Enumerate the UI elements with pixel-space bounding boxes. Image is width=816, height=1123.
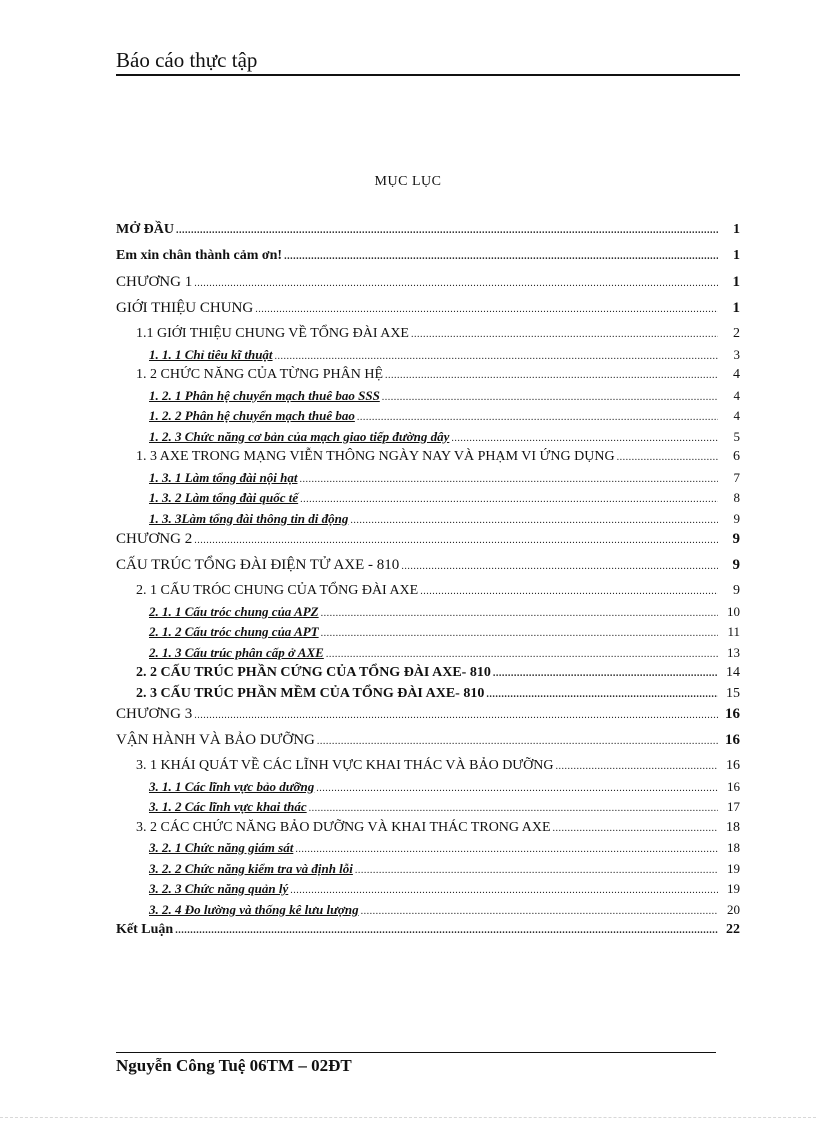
toc-entry-label: 1. 1. 1 Chỉ tiêu kĩ thuật — [149, 346, 273, 362]
toc-leader-dots — [284, 251, 718, 262]
table-of-contents — [116, 222, 740, 948]
toc-entry-label: 1. 3. 3Làm tổng đài thông tin di động — [149, 510, 349, 526]
toc-entry-page-number: 1 — [733, 222, 740, 237]
toc-leader-dots — [361, 906, 718, 917]
footer-divider — [116, 1052, 716, 1053]
toc-entry-page-number: 20 — [727, 901, 740, 917]
toc-entry[interactable] — [116, 922, 740, 948]
toc-leader-dots — [401, 561, 718, 572]
toc-leader-dots — [553, 823, 718, 834]
toc-leader-dots — [194, 535, 718, 546]
toc-leader-dots — [385, 370, 718, 381]
toc-entry-page-number: 19 — [727, 860, 740, 876]
toc-entry-label: 2. 1. 2 Cấu tróc chung của APT — [149, 624, 319, 639]
toc-entry[interactable] — [116, 274, 740, 300]
toc-entry-page-number: 8 — [733, 490, 740, 505]
toc-entry[interactable] — [116, 645, 740, 666]
toc-entry-page-number: 10 — [727, 603, 740, 619]
toc-entry-label: 1. 3. 2 Làm tổng đài quốc tế — [149, 490, 299, 505]
toc-leader-dots — [411, 329, 718, 340]
toc-leader-dots — [299, 474, 718, 485]
toc-entry[interactable] — [116, 706, 740, 732]
toc-entry-label: 3. 1. 2 Các lĩnh vực khai thác — [149, 799, 307, 814]
toc-entry-label: 3. 2. 1 Chức năng giám sát — [149, 840, 294, 855]
toc-leader-dots — [326, 649, 718, 660]
toc-entry-page-number: 9 — [733, 583, 740, 598]
toc-leader-dots — [317, 736, 718, 747]
toc-entry-page-number: 4 — [733, 387, 740, 403]
toc-entry-label: 2. 3 CẤU TRÚC PHẦN MỀM CỦA TỔNG ĐÀI AXE- 810 — [136, 685, 485, 701]
toc-entry[interactable] — [116, 408, 740, 429]
toc-entry[interactable] — [116, 624, 740, 645]
toc-leader-dots — [357, 412, 718, 423]
toc-entry-page-number: 6 — [733, 449, 740, 464]
toc-entry[interactable] — [116, 820, 740, 841]
toc-leader-dots — [275, 351, 718, 362]
toc-entry-page-number: 15 — [726, 685, 740, 701]
toc-leader-dots — [194, 278, 718, 289]
toc-entry-label: Kết Luận — [116, 922, 174, 937]
toc-entry[interactable] — [116, 429, 740, 450]
toc-entry-page-number: 9 — [733, 510, 740, 526]
toc-entry[interactable] — [116, 758, 740, 779]
toc-entry[interactable] — [116, 367, 740, 388]
toc-leader-dots — [309, 803, 718, 814]
toc-entry-page-number: 16 — [725, 706, 740, 722]
toc-entry-label: 3. 2 CÁC CHỨC NĂNG BẢO DƯỠNG VÀ KHAI THÁC TRONG AXE — [136, 819, 551, 835]
toc-entry-page-number: 5 — [733, 428, 740, 444]
header-divider — [116, 74, 740, 76]
toc-entry-label: 1. 3 AXE TRONG MẠNG VIỄN THÔNG NGÀY NAY VÀ PHẠM VI ỨNG DỤNG — [136, 449, 615, 464]
toc-entry-page-number: 1 — [732, 274, 740, 290]
toc-entry-label: 3. 1. 1 Các lĩnh vực bảo dưỡng — [149, 778, 315, 794]
toc-entry[interactable] — [116, 779, 740, 800]
toc-entry-page-number: 3 — [733, 346, 740, 362]
toc-entry-label: 3. 2. 4 Đo lường và thống kê lưu lượng — [149, 901, 359, 917]
toc-leader-dots — [255, 304, 718, 315]
toc-entry[interactable] — [116, 388, 740, 409]
toc-leader-dots — [350, 515, 718, 526]
toc-entry-label: 2. 2 CẤU TRÚC PHẦN CỨNG CỦA TỔNG ĐÀI AXE- 810 — [136, 665, 491, 680]
toc-leader-dots — [556, 761, 719, 772]
toc-entry-page-number: 22 — [726, 922, 740, 937]
toc-entry-page-number: 1 — [732, 300, 740, 316]
toc-entry-page-number: 18 — [727, 840, 740, 855]
toc-leader-dots — [382, 392, 718, 403]
toc-entry-label: 3. 1 KHÁI QUÁT VỀ CÁC LĨNH VỰC KHAI THÁC VÀ BẢO DƯỠNG — [136, 758, 554, 773]
toc-entry-page-number: 11 — [727, 624, 740, 639]
toc-entry[interactable] — [116, 583, 740, 604]
toc-entry-label: 2. 1 CẤU TRÓC CHUNG CỦA TỔNG ĐÀI AXE — [136, 583, 419, 598]
toc-entry-label: 1. 2. 3 Chức năng cơ bản của mạch giao tiếp đường dây — [149, 428, 450, 444]
toc-entry[interactable] — [116, 300, 740, 326]
toc-entry-label: VẬN HÀNH VÀ BẢO DƯỠNG — [116, 732, 315, 748]
toc-entry[interactable] — [116, 881, 740, 902]
toc-entry-page-number: 18 — [726, 819, 740, 835]
toc-entry-page-number: 13 — [727, 644, 740, 660]
toc-leader-dots — [617, 452, 718, 463]
toc-leader-dots — [295, 844, 718, 855]
toc-entry[interactable] — [116, 449, 740, 470]
toc-leader-dots — [290, 885, 718, 896]
toc-entry-label: 1. 2. 1 Phân hệ chuyển mạch thuê bao SSS — [149, 387, 380, 403]
toc-entry[interactable] — [116, 490, 740, 511]
toc-entry-page-number: 14 — [726, 665, 740, 680]
page-header-title: Báo cáo thực tập — [116, 48, 258, 72]
toc-leader-dots — [321, 608, 718, 619]
toc-entry[interactable] — [116, 557, 740, 583]
toc-entry[interactable] — [116, 686, 740, 707]
toc-leader-dots — [176, 225, 718, 236]
toc-entry-page-number: 16 — [727, 778, 740, 794]
toc-entry-page-number: 2 — [733, 326, 740, 341]
toc-entry[interactable] — [116, 470, 740, 491]
toc-entry-page-number: 1 — [733, 248, 740, 263]
footer-author: Nguyễn Công Tuệ 06TM – 02ĐT — [116, 1056, 352, 1075]
toc-entry-label: CHƯƠNG 3 — [116, 706, 193, 722]
toc-entry[interactable] — [116, 665, 740, 686]
toc-entry-label: 1. 3. 1 Làm tổng đài nội hạt — [149, 469, 298, 485]
toc-entry-label: CẤU TRÚC TỔNG ĐÀI ĐIỆN TỬ AXE - 810 — [116, 557, 400, 573]
toc-leader-dots — [321, 628, 718, 639]
toc-entry-page-number: 4 — [733, 408, 740, 423]
toc-entry-label: 3. 2. 2 Chức năng kiểm tra và định lỗi — [149, 860, 353, 876]
toc-entry-label: GIỚI THIỆU CHUNG — [116, 300, 254, 316]
toc-leader-dots — [355, 865, 718, 876]
toc-entry[interactable] — [116, 222, 740, 248]
toc-entry[interactable] — [116, 511, 740, 532]
toc-entry-page-number: 9 — [732, 557, 740, 573]
toc-title: MỤC LỤC — [374, 174, 442, 189]
toc-entry-label: 2. 1. 1 Cấu tróc chung của APZ — [149, 603, 319, 619]
toc-entry-label: 1. 2. 2 Phân hệ chuyển mạch thuê bao — [149, 408, 355, 423]
toc-leader-dots — [175, 925, 718, 936]
toc-entry-page-number: 16 — [725, 732, 740, 748]
toc-entry-page-number: 7 — [733, 469, 740, 485]
toc-leader-dots — [451, 433, 718, 444]
toc-entry-page-number: 16 — [726, 758, 740, 773]
toc-entry-label: 1.1 GIỚI THIỆU CHUNG VỀ TỔNG ĐÀI AXE — [136, 326, 409, 341]
toc-entry[interactable] — [116, 799, 740, 820]
toc-entry-page-number: 19 — [727, 881, 740, 896]
toc-entry[interactable] — [116, 840, 740, 861]
toc-entry[interactable] — [116, 248, 740, 274]
toc-entry-label: CHƯƠNG 2 — [116, 531, 193, 547]
toc-entry[interactable] — [116, 604, 740, 625]
toc-entry[interactable] — [116, 347, 740, 368]
toc-entry[interactable] — [116, 326, 740, 347]
toc-leader-dots — [486, 689, 718, 700]
page-bottom-edge — [0, 1117, 816, 1118]
toc-entry[interactable] — [116, 902, 740, 923]
toc-entry-page-number: 17 — [727, 799, 740, 814]
toc-entry-label: MỞ ĐẦU — [116, 222, 174, 237]
toc-leader-dots — [493, 668, 718, 679]
toc-leader-dots — [300, 494, 718, 505]
toc-entry-label: Em xin chân thành cảm ơn! — [116, 248, 283, 263]
toc-entry-label: 1. 2 CHỨC NĂNG CỦA TỪNG PHÂN HỆ — [136, 367, 384, 382]
toc-entry-label: CHƯƠNG 1 — [116, 274, 193, 290]
toc-leader-dots — [194, 710, 718, 721]
toc-entry-label: 2. 1. 3 Cấu trúc phân cấp ở AXE — [149, 644, 324, 660]
toc-entry-page-number: 4 — [733, 367, 740, 382]
toc-leader-dots — [420, 586, 718, 597]
toc-entry[interactable] — [116, 531, 740, 557]
toc-leader-dots — [316, 783, 718, 794]
toc-entry-page-number: 9 — [732, 531, 740, 547]
toc-entry[interactable] — [116, 732, 740, 758]
toc-entry[interactable] — [116, 861, 740, 882]
toc-entry-label: 3. 2. 3 Chức năng quản lý — [149, 881, 289, 896]
